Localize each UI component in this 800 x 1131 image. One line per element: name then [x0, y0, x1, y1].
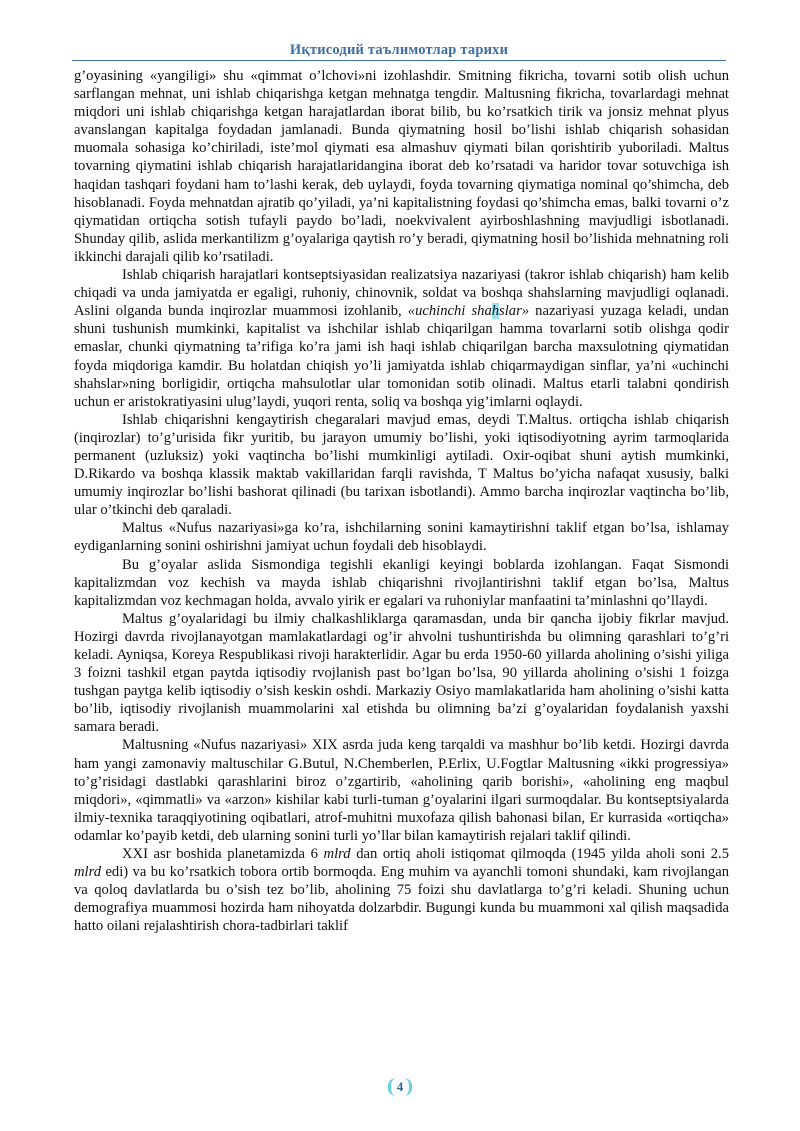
text-run: edi) va bu ko’rsatkich tobora ortib bormoqda. Eng muhim va ayanchli tomoni shundaki, kam rivojlangan va qoloq davlatlarda bu o’sish tez bo’lib, aholining 75 foizi shu davlatlarga to’g’ri keladi. Shuning uchun demografiya muammosi hozirda ham nihoyatda dolzarbdir. Bugungi kunda bu muammoni xal qilish maqsadida hatto oilani rejalashtirish chora-tadbirlari taklif	[74, 864, 729, 935]
paragraph	[74, 556, 729, 610]
text-run: XXI asr boshida planetamizda 6	[122, 846, 324, 863]
paragraph	[74, 519, 729, 555]
text-run: g’oyasining «yangiligi» shu «qimmat o’lchovi»ni izohlashdir. Smitning fikricha, tovarni sotib olish uchun sarflangan mehnat, uni ishlab chiqarishga ketgan mehnatga tengdir. Maltusning fikricha, tovarlardagi mehnat miqdori uni ishlab chiqarishga ketgan harajatlardan iborat bilib, bu ko’rsatkich tirik va jonsiz mehnat plyus avanslangan kapitalga foydadan jamlanadi. Bunda qiymatning hosil bo’lishi ishlab chiqarish sohasidan muomala sohasiga ko’chiriladi, iste’mol qiymati esa almashuv qiymati bilan qorishtirib yuboriladi. Maltus tovarning qiymatini ishlab chiqarish harajatlaridangina iborat deb ko’rsatadi va haridor tovar sotuvchiga ish haqidan tashqari foydani ham to’lashi kerak, deb uylaydi, foyda tovarning qiymatiga nominal qo’shimcha, deb hisoblanadi. Foyda mehnatdan ajratib qo’yiladi, ya’ni kapitalistning foydasi qo’shimcha emas, balki tovarni o’z qiymatidan ortiqcha sotish tufayli paydo bo’ladi, noekvivalent ayirboshlashning mavjudligi isbotlanadi. Shunday qilib, aslida merkantilizm g’oyalariga qaytish ro’y beradi, qiymatning hosil bo’lishida mehnatning roli ikkinchi darajali qilib ko’rsatiladi.	[74, 68, 729, 265]
text-run: Maltusning «Nufus nazariyasi» XIX asrda juda keng tarqaldi va mashhur bo’lib ketdi. Hozirgi davrda ham yangi zamonaviy maltuschilar G.Butul, N.Chemberlen, P.Erlix, U.Fogtlar Maltusning «ikki progressiya» to’g’risidagi dastlabki qarashlarini biroz o’zgartirib, «aholining qarib borishi», «aholining eng maqbul miqdori», «qimmatli» va «arzon» kishilar kabi turli-tuman g’oyalarini ilgari surmoqdalar. Bu kontseptsiyalarda ilmiy-texnika taraqqiyotining oqibatlari, atrof-muhitni muxofaza qilish bahonasi bilan, Er kurrasida «ortiqcha» odamlar ko’payib ketdi, deb ularning sonini turli yo’llar bilan kamaytirish rejalari taklif qilindi.	[74, 737, 729, 844]
text-run: Ishlab chiqarish harajatlari kontseptsiyasidan realizatsiya nazariyasi (takror ishlab chiqarish) ham kelib chiqadi va unda jamiyatda er egaligi, ruhoniy, chinovnik, soldat va boshqa shahslarning mavjudligi oqlanadi. Aslini olganda bunda inqirozlar muammosi izohlanib,	[74, 267, 729, 320]
text-run: Maltus «Nufus nazariyasi»ga ko’ra, ishchilarning sonini kamaytirishni taklif etgan bo’lsa, ishlamay eydiganlarning sonini oshirishni jamiyat uchun foydali deb hisoblaydi.	[74, 520, 729, 555]
header-title: Иқтисодий таълимотлар тарихи	[289, 42, 509, 58]
italic-text: slar»	[499, 303, 530, 320]
italic-text: «uchinchi sha	[407, 303, 492, 320]
paragraph	[74, 67, 729, 266]
text-run: Maltus g’oyalaridagi bu ilmiy chalkashliklarga qaramasdan, unda bir qancha ijobiy fikrlar mavjud. Hozirgi davrda rivojlanayotgan mamlakatlardagi og’ir ahvolni tushuntirishda bu olimning qarashlari to’g’ri keladi. Ayniqsa, Koreya Respublikasi rivoji harakterlidir. Agar bu erda 1950-60 yillarda aholining o’sishi yiliga 3 foizni tashkil etgan paytda iqtisodiy rvojlanish past bo’lgan bo’lsa, 90 yillarda aholining o’sishi 1 foizga tushgan paytga kelib iqtisodiy o’sish keskin oshdi. Markaziy Osiyo mamlakatlarida ham aholining o’sishi katta bo’lib, iqtisodiy rivojlanish muammolarini xal etishda bu olimning ba’zi g’oyalaridan foydalanish yaxshi samara beradi.	[74, 610, 729, 736]
text-run: Ishlab chiqarishni kengaytirish chegaralari mavjud emas, deydi T.Maltus. ortiqcha ishlab chiqarish (inqirozlar) to’g’urisida fikr yuritib, bu jarayon umumiy bo’lishi, yoki iqtisodiyotning ayrim tarmoqlarida permanent (uzluksiz) yoki vaqtincha bo’lishi mumkinligi aytiladi. Oxir-oqibat shuni aytish mumkinki, D.Rikardo va boshqa klassik maktab vakillaridan farqli ravishda, T Maltus bo’yicha nafaqat xususiy, balki umumiy inqirozlar bo’lishi bashorat qilinadi (bu tarixan isbotlandi). Ammo barcha inqirozlar vaqtincha bo’lib, ular o’tkinchi deb qaraladi.	[74, 411, 729, 519]
text-run: Bu g’oyalar aslida Sismondiga tegishli ekanligi keyingi boblarda izohlangan. Faqat Sismondi kapitalizmdan voz kechish va mayda ishlab chiqarishni rivojlantirishni taklif etgan bo’lsa, Maltus kapitalizmdan voz kechmagan holda, avvalo yirik er egalari va ruhoniylar manfaatini ta’minlashni qo’llaydi.	[74, 556, 729, 609]
paragraph	[74, 845, 729, 935]
paragraph	[74, 266, 729, 411]
text-run: nazariyasi yuzaga keladi, undan shuni tushunish mumkinki, kapitalist va ishchilar ishlab chiqarilgan hamma tovarlarni sotib olishga qodir emaslar, chunki qiymatning ta’rifiga ko’ra jami ish haqi ishlab chiqarilgan barcha maxsulotning qiymatidan foyda miqdoriga kamdir. Bu holatdan chiqish yo’li jamiyatda ishlab chiqarmaydigan sinflar, ya’ni «uchinchi shahslar»ning borligidir, ortiqcha mahsulotlar ular tomonidan sotib olinadi. Maltus etarli talabni qondirish uchun er aristokratiyasini ulug’laydi, yuqori renta, soliq va boshqa yig’imlarni oqlaydi.	[74, 303, 729, 410]
page-footer	[0, 1078, 800, 1096]
italic-text: mlrd	[74, 864, 102, 881]
running-header	[72, 41, 726, 61]
paragraph	[74, 610, 729, 737]
page-number: 4	[388, 1078, 413, 1096]
body-text	[74, 67, 729, 936]
highlighted-text: h	[491, 303, 500, 320]
paragraph	[74, 736, 729, 845]
text-run: dan ortiq aholi istiqomat qilmoqda (1945 yilda aholi soni 2.5	[350, 846, 729, 863]
paragraph	[74, 411, 729, 520]
italic-text: mlrd	[323, 846, 351, 863]
